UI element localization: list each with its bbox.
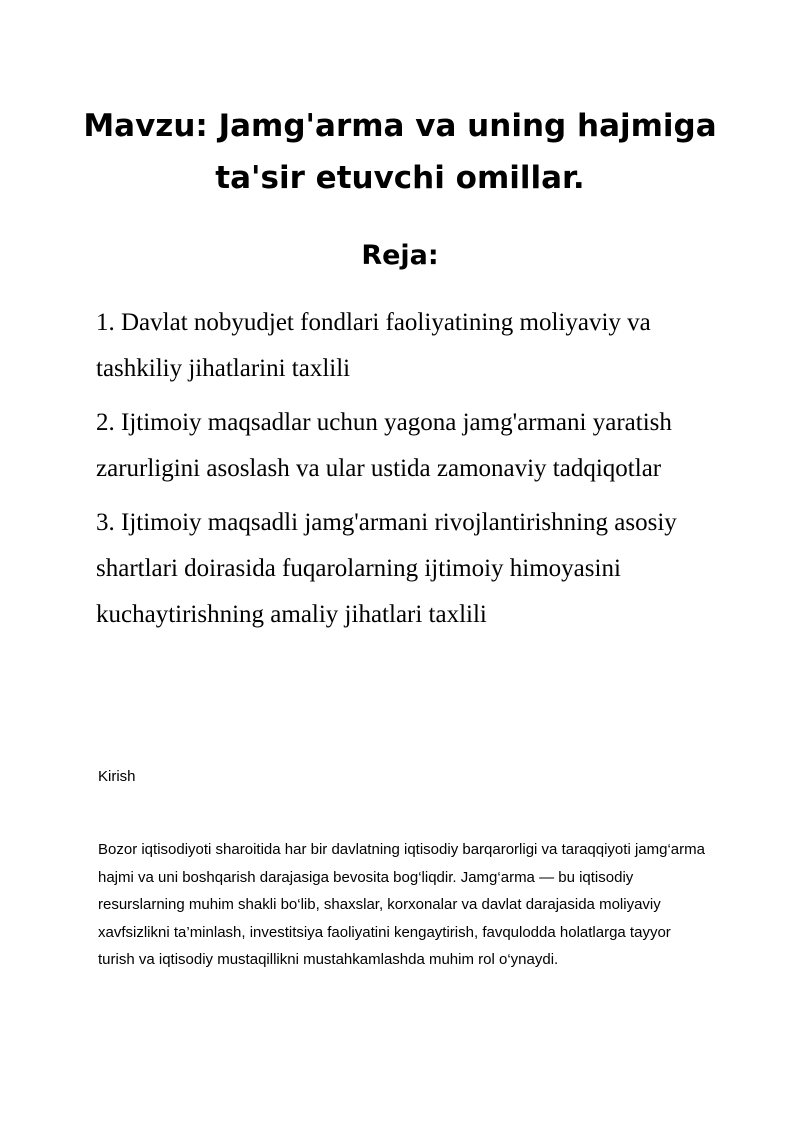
plan-item-1: 1. Davlat nobyudjet fondlari faoliyatining moliyaviy va tashkiliy jihatlarini taxlili (96, 309, 651, 382)
intro-paragraph: Bozor iqtisodiyoti sharoitida har bir davlatning iqtisodiy barqarorligi va taraqqiyoti jamg‘arma hajmi va uni boshqarish darajasiga bevosita bog‘liqdir. Jamg‘arma — bu iqtisodiy resurslarning muhim shakli bo‘lib, shaxslar, korxonalar va davlat darajasida moliyaviy xavfsizlikni ta’minlash, investitsiya faoliyatini kengaytirish, favqulodda holatlarga tayyor turish va iqtisodiy mustaqillikni mustahkamlashda muhim rol o‘ynaydi. (98, 841, 705, 968)
plan-item-2: 2. Ijtimoiy maqsadlar uchun yagona jamg'armani yaratish zarurligini asoslash va ular ustida zamonaviy tadqiqotlar (96, 409, 672, 482)
plan-heading: Reja: (361, 240, 439, 271)
plan-item-3: 3. Ijtimoiy maqsadli jamg'armani rivojlantirishning asosiy shartlari doirasida fuqarolarning ijtimoiy himoyasini kuchaytirishning amaliy jihatlari taxlili (96, 509, 677, 628)
section-heading-intro: Kirish (98, 768, 136, 785)
plan-list (96, 300, 726, 646)
document-title: Mavzu: Jamg'arma va uning hajmiga ta'sir etuvchi omillar. (83, 108, 717, 196)
